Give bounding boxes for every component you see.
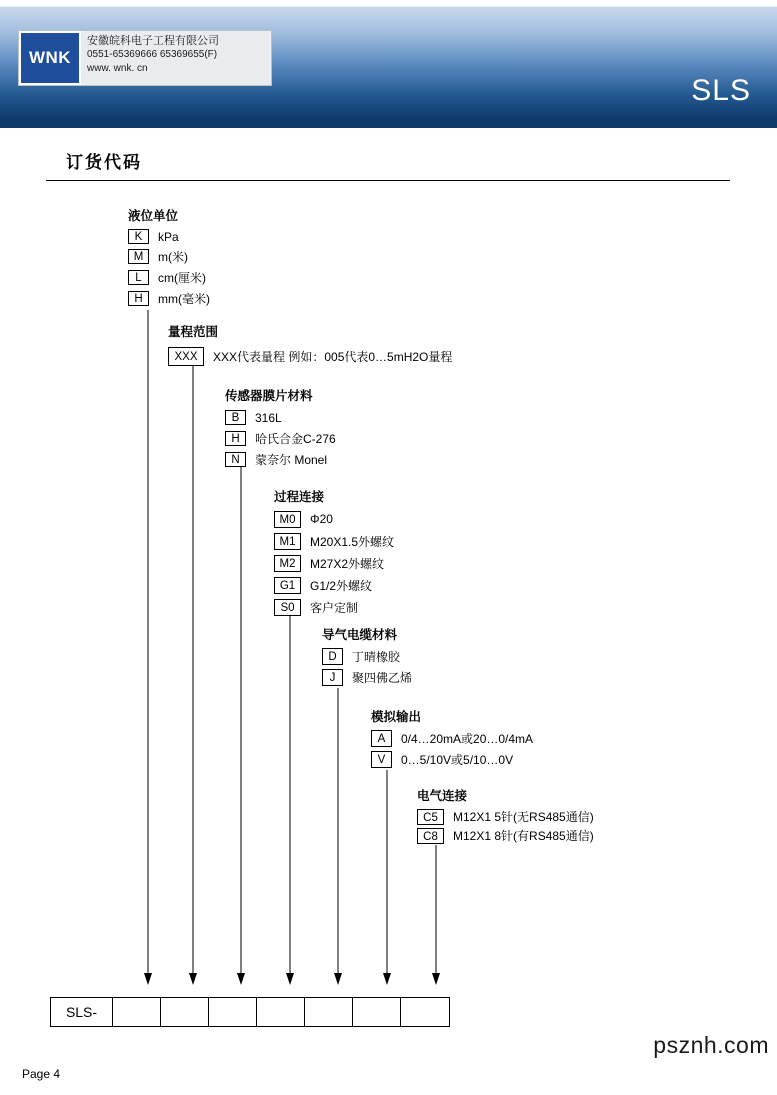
option-row xyxy=(322,667,412,688)
option-desc: mm(毫米) xyxy=(158,292,210,306)
option-code: H xyxy=(225,431,246,446)
option-desc: 聚四佛乙烯 xyxy=(352,671,413,685)
option-desc: 0/4…20mA或20…0/4mA xyxy=(401,732,534,746)
group-title: 量程范围 xyxy=(168,325,219,339)
section-title: 订货代码 xyxy=(66,153,142,172)
option-desc: M20X1.5外螺纹 xyxy=(310,534,395,549)
order-code-slot[interactable] xyxy=(305,998,353,1026)
option-desc: XXX代表量程 例如：005代表0…5mH2O量程 xyxy=(213,349,453,364)
group-title: 导气电缆材料 xyxy=(322,628,398,642)
group-cable-material xyxy=(322,625,412,688)
order-code-slot[interactable] xyxy=(353,998,401,1026)
option-code: B xyxy=(225,410,246,425)
option-desc: 0…5/10V或5/10…0V xyxy=(401,753,514,767)
option-code: D xyxy=(322,648,343,665)
option-code: H xyxy=(128,291,149,306)
order-code-slot[interactable] xyxy=(209,998,257,1026)
option-desc: 丁晴橡胶 xyxy=(352,650,401,664)
option-desc: 哈氏合金C-276 xyxy=(255,432,336,446)
option-desc: 316L xyxy=(255,410,282,425)
group-title: 模拟输出 xyxy=(371,710,422,724)
group-process-connection xyxy=(274,487,394,618)
order-code-slot[interactable] xyxy=(161,998,209,1026)
group-analog-output xyxy=(371,707,533,770)
option-desc: M12X1 8针(有RS485通信) xyxy=(453,829,594,843)
option-row xyxy=(417,826,594,845)
option-desc: 蒙奈尔 Monel xyxy=(255,453,328,467)
option-row xyxy=(128,227,210,246)
option-row xyxy=(128,267,210,288)
option-code: K xyxy=(128,229,149,244)
option-code: N xyxy=(225,452,246,467)
group-title: 液位单位 xyxy=(128,209,179,223)
group-title: 过程连接 xyxy=(274,490,325,504)
option-row xyxy=(225,428,336,449)
order-code-slot[interactable] xyxy=(257,998,305,1026)
option-code: C5 xyxy=(417,809,444,825)
option-row xyxy=(225,449,336,470)
group-title: 电气连接 xyxy=(417,789,468,803)
option-desc: Φ20 xyxy=(310,512,333,526)
option-row xyxy=(274,596,394,618)
order-code-result-bar xyxy=(50,997,450,1027)
option-row xyxy=(322,646,412,667)
option-row xyxy=(417,807,594,826)
option-code: A xyxy=(371,730,392,747)
group-level-unit xyxy=(128,206,210,309)
option-desc: kPa xyxy=(158,229,179,244)
group-electrical-connection xyxy=(417,786,594,845)
option-row xyxy=(225,407,336,428)
option-row xyxy=(274,552,394,574)
option-row xyxy=(371,749,533,770)
option-desc: M12X1 5针(无RS485通信) xyxy=(453,810,594,824)
company-name: 安徽皖科电子工程有限公司 xyxy=(87,35,219,47)
option-code: M xyxy=(128,249,149,264)
option-desc: 客户定制 xyxy=(310,600,359,615)
option-row xyxy=(274,508,394,530)
group-title: 传感器膜片材料 xyxy=(225,389,313,403)
option-row xyxy=(274,530,394,552)
wnk-logo-icon: WNK xyxy=(19,31,81,85)
option-row xyxy=(168,343,452,369)
model-title: SLS xyxy=(691,74,751,107)
order-code-slot[interactable] xyxy=(401,998,449,1026)
page-number: Page 4 xyxy=(22,1067,61,1081)
option-row xyxy=(128,246,210,267)
company-phone: 0551-65369666 65369655(F) xyxy=(87,49,218,60)
option-code: C8 xyxy=(417,828,444,844)
option-code: G1 xyxy=(274,577,301,594)
option-desc: cm(厘米) xyxy=(158,271,206,285)
option-desc: G1/2外螺纹 xyxy=(310,578,373,593)
option-code: M0 xyxy=(274,511,301,528)
option-row xyxy=(274,574,394,596)
option-desc: M27X2外螺纹 xyxy=(310,556,385,571)
company-website: www. wnk. cn xyxy=(87,63,148,74)
option-code: XXX xyxy=(168,347,204,366)
order-code-slot[interactable] xyxy=(113,998,161,1026)
option-code: M1 xyxy=(274,533,301,550)
option-row xyxy=(128,288,210,309)
order-code-prefix: SLS- xyxy=(51,998,113,1026)
option-row xyxy=(371,728,533,749)
group-diaphragm-material xyxy=(225,386,336,470)
group-range xyxy=(168,322,452,369)
option-desc: m(米) xyxy=(158,250,188,264)
option-code: V xyxy=(371,751,392,768)
watermark: psznh.com xyxy=(653,1032,769,1058)
option-code: L xyxy=(128,270,149,285)
option-code: J xyxy=(322,669,343,686)
option-code: M2 xyxy=(274,555,301,572)
option-code: S0 xyxy=(274,599,301,616)
